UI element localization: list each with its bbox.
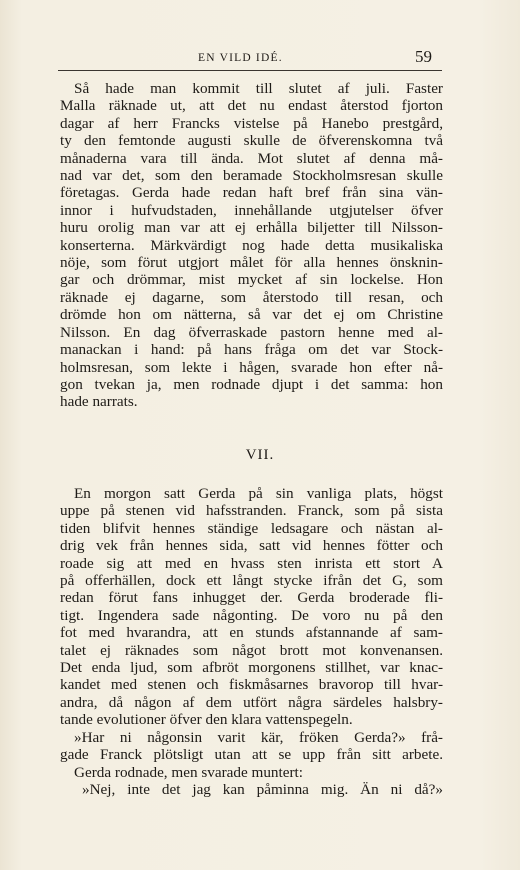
text-line: ty den femtonde augusti skulle de öfverenskomna två [60, 132, 443, 150]
text-line: En morgon satt Gerda på sin vanliga plats, högst [74, 485, 443, 502]
text-line: Det enda ljud, som afbröt morgonens stillhet, var knac- [60, 659, 443, 677]
text-line: kandet med stenen och fiskmåsarnes bravorop till hvar- [60, 676, 443, 694]
text-line: redan förut fans inhugget der. Gerda broderade fli- [60, 589, 443, 607]
text-line: talet ej räknades som något brott mot konvenansen. [60, 641, 443, 659]
text-line: dagar af herr Francks vistelse på Hanebo prestgård, [60, 114, 443, 132]
text-line: på offerhällen, dock ett långt stycke ifrån det G, som [60, 572, 443, 590]
page-header [58, 44, 440, 68]
text-line: Nilsson. En dag öfverraskade pastorn henne med al- [60, 323, 443, 341]
text-line: gar och drömmar, mist mycket af sin lockelse. Hon [60, 271, 443, 289]
text-line: drömde hon om nätterna, så var det ej om Christine [60, 306, 443, 324]
text-line: roade sig att med en hvass sten inrista ett stort A [60, 554, 443, 572]
paragraph-2 [60, 485, 443, 798]
text-line: huru orolig man var att ej erhålla biljetter till Nilsson- [60, 219, 443, 237]
text-line: »Har ni någonsin varit kär, fröken Gerda?» frå- [74, 728, 443, 746]
text-line: uppe på stenen vid hafsstranden. Franck, som på sista [60, 502, 443, 520]
text-line: manackan i hand: på hans fråga om det var Stock- [60, 341, 443, 359]
text-line: nöje, som förut utgjort målet för alla hennes önsknin- [60, 254, 443, 272]
text-line: månaderna vara till ända. Mot slutet af denna må- [60, 149, 443, 167]
text-line: Gerda rodnade, men svarade muntert: [74, 763, 303, 781]
text-line: tiden blifvit hennes ständige ledsagare och nästan al- [60, 519, 443, 537]
text-line: tigt. Ingendera sade någonting. De voro nu på den [60, 606, 443, 624]
text-line: innor i hufvudstaden, innehållande utgjutelser öfver [60, 201, 443, 219]
text-line: Så hade man kommit till slutet af juli. Faster [74, 80, 443, 97]
paragraph-1 [60, 80, 443, 411]
header-rule [58, 70, 442, 71]
text-line: andra, då någon af dem utfört några särdeles halsbry- [60, 693, 443, 711]
text-line: räknade ej dagarne, som återstodo till resan, och [60, 288, 443, 306]
text-line: konserterna. Märkvärdigt nog hade detta musikaliska [60, 236, 443, 254]
text-line: företagas. Gerda hade redan haft bref från sina vän- [60, 184, 443, 202]
text-line: nad var det, som den beramade Stockholmsresan skulle [60, 167, 443, 185]
text-line: drig vek från hennes sida, satt vid hennes fötter och [60, 537, 443, 555]
text-line: tande evolutioner öfver den klara vattenspegeln. [60, 711, 353, 729]
text-line: gon tvekan ja, men rodnade djupt i det samma: hon [60, 375, 443, 393]
page-number: 59 [415, 47, 432, 66]
text-line: Malla räknade ut, att det nu endast återstod fjorton [60, 97, 443, 115]
chapter-heading: VII. [245, 447, 275, 463]
text-line: hade narrats. [60, 393, 138, 411]
text-line: gade Franck plötsligt utan att se upp från sitt arbete. [60, 746, 443, 764]
text-line: »Nej, inte det jag kan påminna mig. Än ni då?» [82, 780, 443, 798]
running-head: EN VILD IDÉ. [198, 52, 283, 64]
text-line: holmsresan, som lekte i hågen, svarade hon efter nå- [60, 358, 443, 376]
text-line: fot med hvarandra, att en stunds afstannande af sam- [60, 624, 443, 642]
